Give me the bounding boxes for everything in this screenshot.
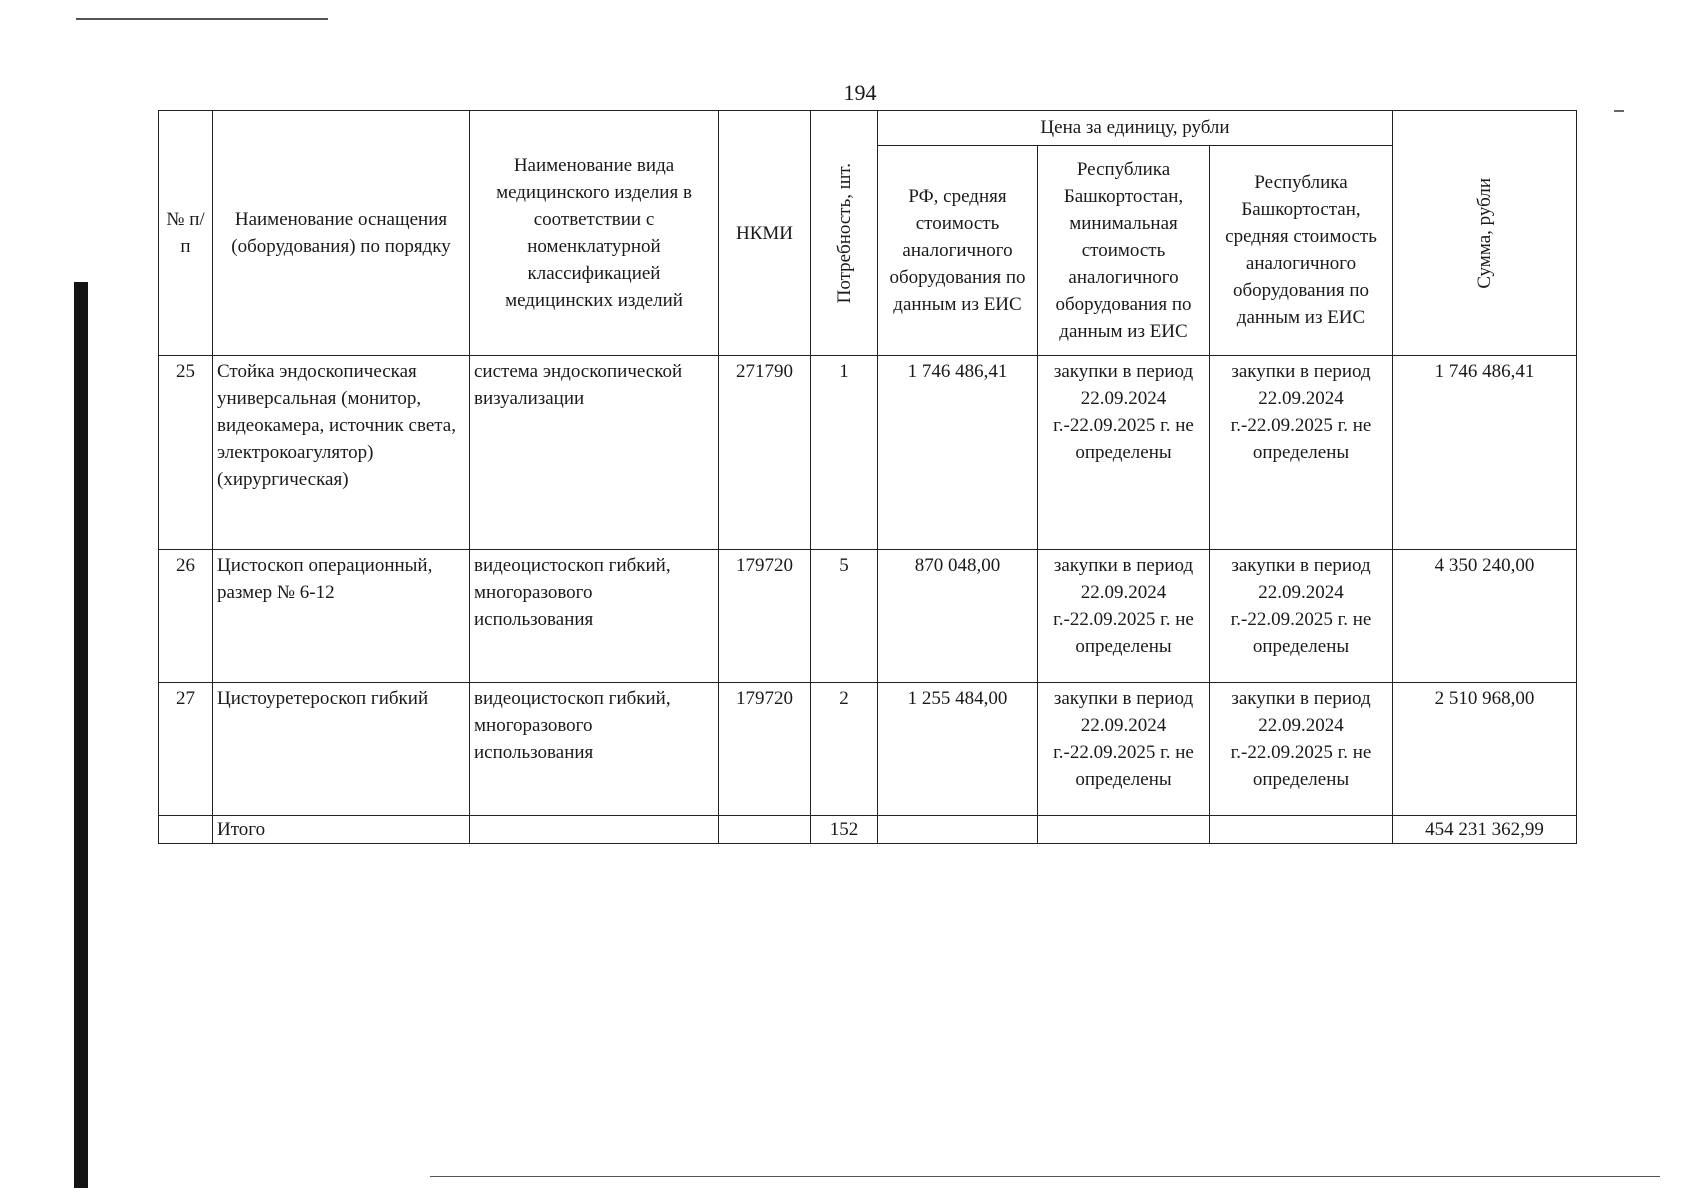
header-qty [811, 111, 878, 356]
table-row [159, 683, 1577, 816]
cell-num: 27 [159, 683, 213, 816]
cell-sum: 2 510 968,00 [1393, 683, 1577, 816]
equipment-table [158, 110, 1577, 844]
cell-kind: система эндоскопической визуализации [470, 356, 719, 550]
cell-num: 25 [159, 356, 213, 550]
cell-rb-min: закупки в период 22.09.2024 г.-22.09.2025 г. не определены [1038, 550, 1210, 683]
total-qty: 152 [811, 816, 878, 844]
cell-name: Стойка эндоскопическая универсальная (монитор, видеокамера, источник света, электрокоагулятор) (хирургическая) [213, 356, 470, 550]
cell-rf-avg: 1 255 484,00 [878, 683, 1038, 816]
header-nkmi: НКМИ [719, 111, 811, 356]
cell-rf-avg: 1 746 486,41 [878, 356, 1038, 550]
cell-qty: 1 [811, 356, 878, 550]
page-number: 194 [843, 80, 877, 105]
cell-empty [1210, 816, 1393, 844]
cell-nkmi: 179720 [719, 550, 811, 683]
margin-tick [1614, 110, 1624, 112]
table-row [159, 550, 1577, 683]
cell-nkmi: 179720 [719, 683, 811, 816]
cell-sum: 1 746 486,41 [1393, 356, 1577, 550]
total-label: Итого [213, 816, 470, 844]
cell-empty [719, 816, 811, 844]
cell-name: Цистоуретероскоп гибкий [213, 683, 470, 816]
header-rb-min: Республика Башкортостан, минимальная стоимость аналогичного оборудования по данным из ЕИС [1038, 145, 1210, 355]
cell-empty [878, 816, 1038, 844]
cell-qty: 5 [811, 550, 878, 683]
header-rb-avg: Республика Башкортостан, средняя стоимость аналогичного оборудования по данным из ЕИС [1210, 145, 1393, 355]
top-rule [76, 18, 328, 20]
cell-kind: видеоцистоскоп гибкий, многоразового использования [470, 550, 719, 683]
cell-rb-avg: закупки в период 22.09.2024 г.-22.09.2025 г. не определены [1210, 550, 1393, 683]
cell-rb-avg: закупки в период 22.09.2024 г.-22.09.2025 г. не определены [1210, 356, 1393, 550]
table-row [159, 356, 1577, 550]
header-rf-avg: РФ, средняя стоимость аналогичного оборудования по данным из ЕИС [878, 145, 1038, 355]
header-qty-label: Потребность, шт. [833, 162, 855, 304]
header-price-group: Цена за единицу, рубли [878, 111, 1393, 146]
header-row-1 [159, 111, 1577, 146]
cell-rb-min: закупки в период 22.09.2024 г.-22.09.2025 г. не определены [1038, 683, 1210, 816]
cell-kind: видеоцистоскоп гибкий, многоразового использования [470, 683, 719, 816]
header-sum-label: Сумма, рубли [1474, 177, 1496, 289]
cell-rb-min: закупки в период 22.09.2024 г.-22.09.2025 г. не определены [1038, 356, 1210, 550]
cell-empty [159, 816, 213, 844]
cell-nkmi: 271790 [719, 356, 811, 550]
cell-rf-avg: 870 048,00 [878, 550, 1038, 683]
cell-empty [1038, 816, 1210, 844]
header-name: Наименование оснащения (оборудования) по порядку [213, 111, 470, 356]
cell-num: 26 [159, 550, 213, 683]
total-row [159, 816, 1577, 844]
header-sum [1393, 111, 1577, 356]
cell-rb-avg: закупки в период 22.09.2024 г.-22.09.2025 г. не определены [1210, 683, 1393, 816]
cell-qty: 2 [811, 683, 878, 816]
header-kind: Наименование вида медицинского изделия в соответствии с номенклатурной классификацией медицинских изделий [470, 111, 719, 356]
cell-sum: 4 350 240,00 [1393, 550, 1577, 683]
cell-name: Цистоскоп операционный, размер № 6-12 [213, 550, 470, 683]
scan-edge-bar [74, 282, 88, 1188]
bottom-rule [430, 1176, 1660, 1177]
header-num: № п/п [159, 111, 213, 356]
total-sum: 454 231 362,99 [1393, 816, 1577, 844]
cell-empty [470, 816, 719, 844]
